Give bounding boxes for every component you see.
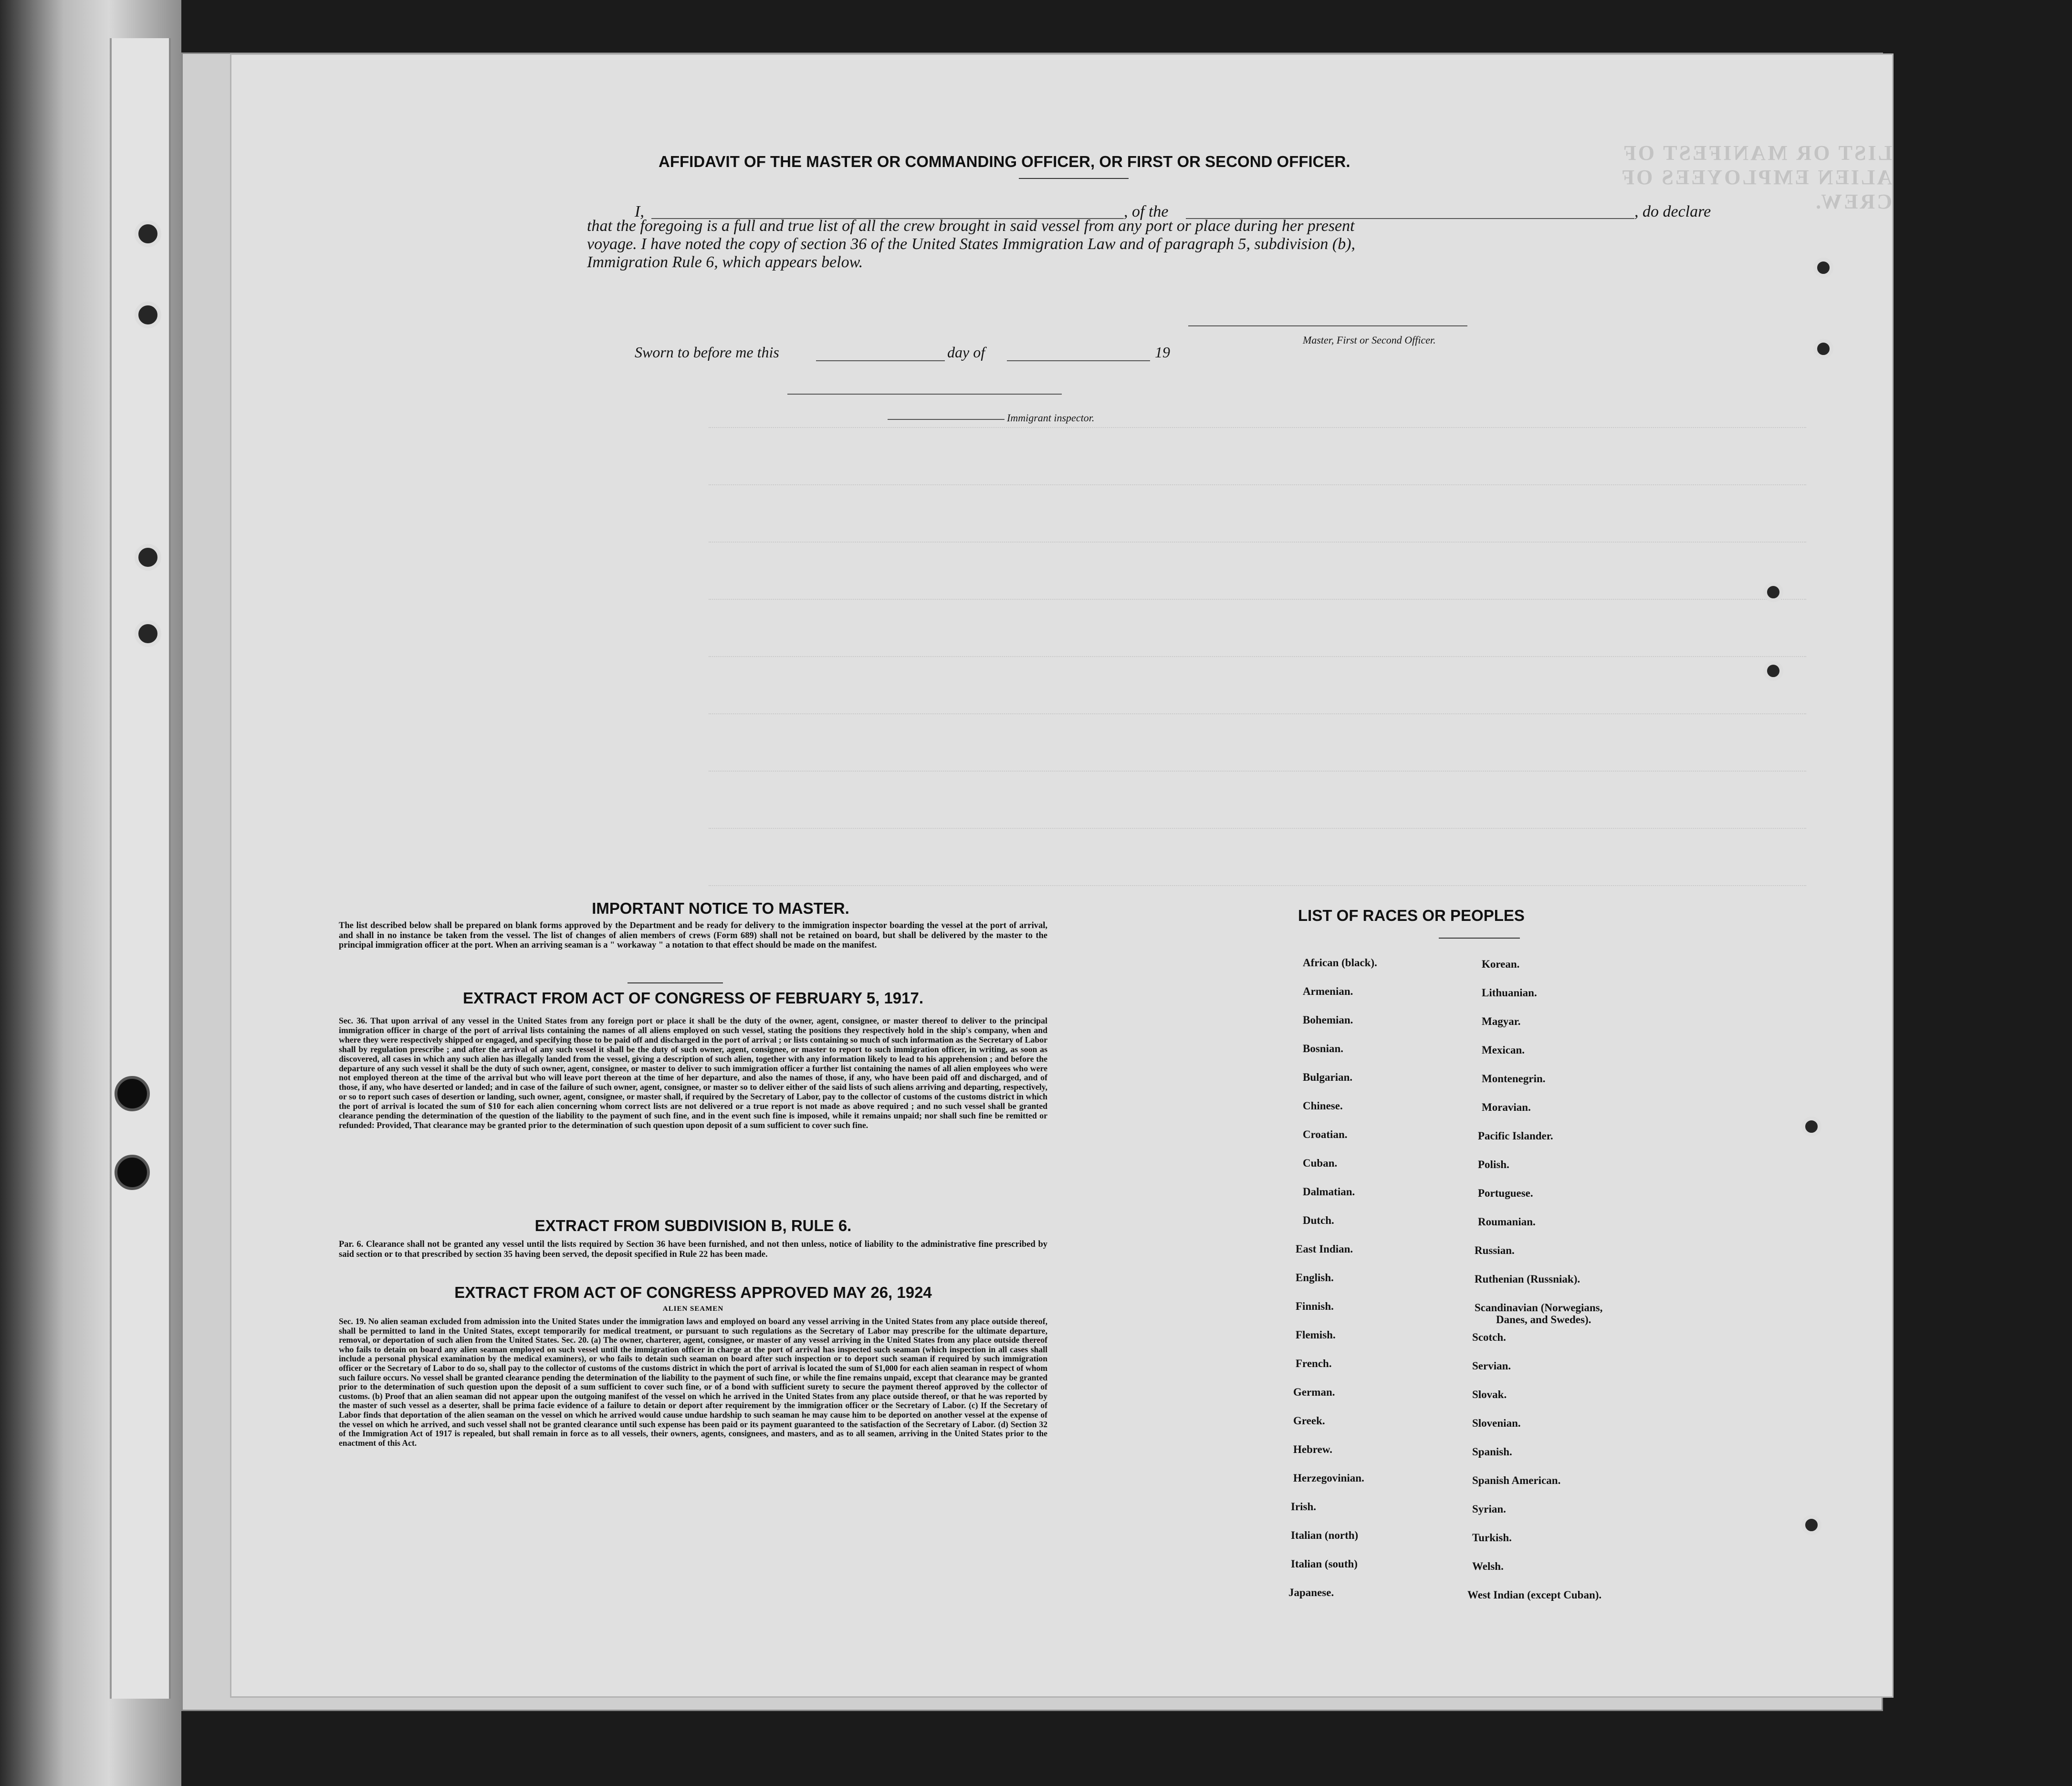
- ghost-row: [709, 542, 1806, 543]
- title-underline: [1019, 178, 1129, 179]
- extract-1924-title: EXTRACT FROM ACT OF CONGRESS APPROVED MAY 26, 1924: [454, 1284, 932, 1301]
- race-item: Hebrew.: [1293, 1443, 1332, 1455]
- inspector-caption: Immigrant inspector.: [1007, 412, 1095, 424]
- master-signature-caption: Master, First or Second Officer.: [1303, 334, 1436, 346]
- master-signature-line: [1188, 325, 1467, 326]
- race-item: Greek.: [1293, 1415, 1325, 1427]
- page-edge-hole: [1801, 1515, 1821, 1535]
- ghost-row: [709, 713, 1806, 715]
- page-edge-hole: [1763, 582, 1783, 602]
- race-item: Cuban.: [1303, 1157, 1338, 1169]
- alien-seamen-subtitle: ALIEN SEAMEN: [662, 1305, 724, 1313]
- race-item: Montenegrin.: [1482, 1073, 1546, 1085]
- races-title: LIST OF RACES OR PEOPLES: [1298, 907, 1525, 924]
- sworn-text: Sworn to before me this: [635, 344, 779, 361]
- race-item: Bohemian.: [1303, 1014, 1353, 1026]
- extract-1917-body: Sec. 36. That upon arrival of any vessel in the United States from any foreign port or place it shall be the duty of the owner, agent, consignee, or master thereof to deliver to the principal immigration officer in charge of the port of arrival lists containing the names of all aliens employed on such vessel, stating the positions they respectively hold in the ship's company, when and where they were respectively shipped or engaged, and specifying those to be paid off and discharged in the port of arrival ; or lists containing so much of such information as the Secretary of Labor shall by regulation prescribe ; and after the arrival of any such vessel it shall be the duty of such owner, agent, consignee, or master to report to such immigration officer, in writing, as soon as discovered, all cases in which any such alien has illegally landed from the vessel, giving a description of such alien, together with any information likely to lead to his apprehension ; and before the departure of any such vessel it shall be the duty of such owner, agent, consignee, or master to deliver to such immigration officer a further list containing the names of all alien employees who were not employed thereon at the time of the arrival but who will leave port thereon at the time of her departure, and also the names of those, if any, who have been paid off and discharged, and of those, if any, who have deserted or landed; and in case of the failure of such owner, agent, consignee, or master so to deliver either of the said lists of such aliens arriving and departing, respectively, or so to report such cases of desertion or landing, such owner, agent, consignee, or master shall, if required by the Secretary of Labor, pay to the collector of customs of the customs district in which the port of arrival is located the sum of $10 for each alien concerning whom correct lists are not delivered or a true report is not made as above required ; and no such vessel shall be granted clearance pending the determination of the question of the liability to the payment of such fine, and in the event such fine is imposed, while it remains unpaid; nor shall such fine be remitted or refunded: Provided, That clearance may be granted prior to the determination of such question upon deposit of a sum sufficient to cover such fine.: [339, 1016, 1047, 1130]
- race-item: Servian.: [1472, 1360, 1511, 1372]
- extract-1917-title: EXTRACT FROM ACT OF CONGRESS OF FEBRUARY 5, 1917.: [462, 989, 924, 1007]
- race-item: Chinese.: [1303, 1100, 1343, 1112]
- race-item: Flemish.: [1296, 1329, 1336, 1341]
- race-item: Ruthenian (Russniak).: [1475, 1273, 1580, 1285]
- affidavit-text-2: voyage. I have noted the copy of section 36 of the United States Immigration Law and of paragraph 5, subdivision (b),: [587, 235, 1356, 253]
- race-item: Scotch.: [1472, 1331, 1506, 1343]
- race-item: Bosnian.: [1303, 1043, 1344, 1055]
- race-item: Magyar.: [1482, 1015, 1521, 1027]
- race-item: Irish.: [1291, 1501, 1317, 1513]
- page-edge-hole: [1763, 661, 1783, 681]
- ghost-row: [709, 885, 1806, 887]
- ghost-row: [709, 427, 1806, 429]
- race-item: Spanish.: [1472, 1446, 1512, 1458]
- affidavit-title: AFFIDAVIT OF THE MASTER OR COMMANDING OFFICER, OR FIRST OR SECOND OFFICER.: [659, 153, 1350, 170]
- race-item: Mexican.: [1482, 1044, 1525, 1056]
- affidavit-i: I,: [635, 203, 644, 220]
- month-blank: [1007, 360, 1150, 361]
- ghost-row: [709, 484, 1806, 486]
- race-item: Portuguese.: [1478, 1187, 1533, 1199]
- extract-rule6-title: EXTRACT FROM SUBDIVISION B, RULE 6.: [534, 1217, 852, 1234]
- race-item: Scandinavian (Norwegians,: [1475, 1302, 1603, 1314]
- extract-1924-body: Sec. 19. No alien seaman excluded from admission into the United States under the immigration laws and employed on board any vessel arriving in the United States from any place outside thereof, shall be permitted to land in the United States, except temporarily for medical treatment, or pursuant to such regulations as the Secretary of Labor may prescribe for the ultimate departure, removal, or deportation of such alien from the United States. Sec. 20. (a) The owner, charterer, agent, consignee, or master of any vessel arriving in the United States from any place outside thereof who fails to detain on board any alien seaman employed on such vessel until the immigration officer in charge at the port of arrival has inspected such seaman (which inspection in all cases shall include a personal physical examination by the medical examiners), or who fails to detain such seaman on board after such inspection or to deport such seaman if required by such immigration officer or the Secretary of Labor to do so, shall pay to the collector of customs of the customs district in which the port of arrival is located the sum of $1,000 for each alien seaman in respect of whom such failure occurs. No vessel shall be granted clearance pending the determination of the liability to the payment of such fine, or while the fine remains unpaid, except that clearance may be granted prior to the determination of such question upon the deposit of a sum sufficient to cover such fine, or of a bond with sufficient surety to secure the payment thereof approved by the collector of customs. (b) Proof that an alien seaman did not appear upon the outgoing manifest of the vessel on which he arrived in the United States from any place outside thereof, or that he was reported by the master of such vessel as a deserter, shall be prima facie evidence of a failure to detain or deport after requirement by the immigration officer or the Secretary of Labor. (c) If the Secretary of Labor finds that deportation of the alien seaman on the vessel on which he arrived would cause undue hardship to such seaman he may cause him to be deported on another vessel at the expense of the vessel on which he arrived, and such vessel shall not be granted clearance until such expense has been paid or its payment guaranteed to the satisfaction of the Secretary of Labor. (d) Section 32 of the Immigration Act of 1917 is repealed, but shall remain in force as to all vessels, their owners, agents, consignees, and masters, and as to all seamen, arriving in the United States prior to the enactment of this Act.: [339, 1316, 1047, 1448]
- race-item: Dalmatian.: [1303, 1186, 1355, 1198]
- race-item: Dutch.: [1303, 1214, 1334, 1226]
- inspector-caption-line: [888, 419, 1005, 420]
- binder-ring-hole: [135, 544, 161, 571]
- affidavit-text-3: Immigration Rule 6, which appears below.: [587, 253, 863, 271]
- race-item: Herzegovinian.: [1293, 1472, 1364, 1484]
- binder-strip: [110, 38, 171, 1699]
- race-item: Lithuanian.: [1482, 987, 1537, 999]
- punch-hole: [115, 1076, 150, 1111]
- race-item: African (black).: [1303, 957, 1377, 969]
- race-item: Moravian.: [1482, 1101, 1531, 1113]
- year-prefix: 19: [1155, 344, 1170, 361]
- extract-rule6-body: Par. 6. Clearance shall not be granted any vessel until the lists required by Section 36 have been furnished, and not then unless, notice of liability to the administrative fine prescribed by said section or to that prescribed by section 35 having been served, the deposit specified in Rule 22 has been made.: [339, 1240, 1047, 1259]
- notice-title: IMPORTANT NOTICE TO MASTER.: [592, 899, 849, 917]
- bleed-through-header: LIST OR MANIFEST OF ALIEN EMPLOYEES OF CREW.: [1620, 141, 1892, 213]
- race-item: Slovenian.: [1472, 1417, 1521, 1429]
- ghost-row: [709, 771, 1806, 773]
- affidavit-do-declare: , do declare: [1634, 203, 1711, 220]
- race-item: Croatian.: [1303, 1128, 1348, 1140]
- binder-ring-hole: [135, 220, 161, 247]
- punch-hole: [115, 1155, 150, 1190]
- page-edge-hole: [1813, 258, 1833, 278]
- race-item: Italian (south): [1291, 1558, 1358, 1570]
- notice-body: The list described below shall be prepared on blank forms approved by the Department and be ready for delivery to the immigration inspector boarding the vessel at the port of arrival, and shall in no instance be taken from the vessel. The list of changes of alien members of crews (Form 689) shall not be retained on board, but shall be delivered by the master to the principal immigration officer at the port. When an arriving seaman is a " workaway " a notation to that effect should be made on the manifest.: [339, 921, 1047, 950]
- notice-divider: [628, 982, 723, 983]
- race-item: Slovak.: [1472, 1389, 1507, 1400]
- race-item: German.: [1293, 1386, 1335, 1398]
- race-item: Polish.: [1478, 1159, 1509, 1170]
- race-item: Russian.: [1475, 1244, 1515, 1256]
- race-item: Pacific Islander.: [1478, 1130, 1553, 1142]
- race-item: Welsh.: [1472, 1560, 1504, 1572]
- race-item: West Indian (except Cuban).: [1467, 1589, 1602, 1601]
- affidavit-text-1: that the foregoing is a full and true list of all the crew brought in said vessel from any port or place during her present: [587, 217, 1355, 235]
- race-item: Finnish.: [1296, 1300, 1334, 1312]
- ghost-row: [709, 828, 1806, 830]
- ghost-row: [709, 599, 1806, 601]
- ghost-row: [709, 656, 1806, 658]
- race-item: Japanese.: [1288, 1587, 1334, 1598]
- binder-ring-hole: [135, 620, 161, 647]
- race-item: Roumanian.: [1478, 1216, 1536, 1228]
- day-of-text: day of: [947, 344, 985, 361]
- race-item: Danes, and Swedes).: [1496, 1314, 1591, 1326]
- page-edge-hole: [1801, 1117, 1821, 1137]
- race-item: Spanish American.: [1472, 1474, 1561, 1486]
- race-item: English.: [1296, 1272, 1334, 1284]
- races-underline: [1439, 938, 1520, 939]
- document-page: [231, 55, 1892, 1696]
- race-item: Korean.: [1482, 958, 1520, 970]
- affidavit-of-the: , of the: [1124, 203, 1169, 220]
- inspector-signature-line: [787, 394, 1062, 395]
- race-item: Turkish.: [1472, 1532, 1512, 1544]
- race-item: Syrian.: [1472, 1503, 1506, 1515]
- race-item: Armenian.: [1303, 985, 1353, 997]
- race-item: East Indian.: [1296, 1243, 1353, 1255]
- page-edge-hole: [1813, 339, 1833, 359]
- sworn-date-blank: [816, 360, 945, 361]
- race-item: Bulgarian.: [1303, 1071, 1353, 1083]
- race-item: French.: [1296, 1358, 1332, 1369]
- race-item: Italian (north): [1291, 1529, 1359, 1541]
- binder-ring-hole: [135, 302, 161, 328]
